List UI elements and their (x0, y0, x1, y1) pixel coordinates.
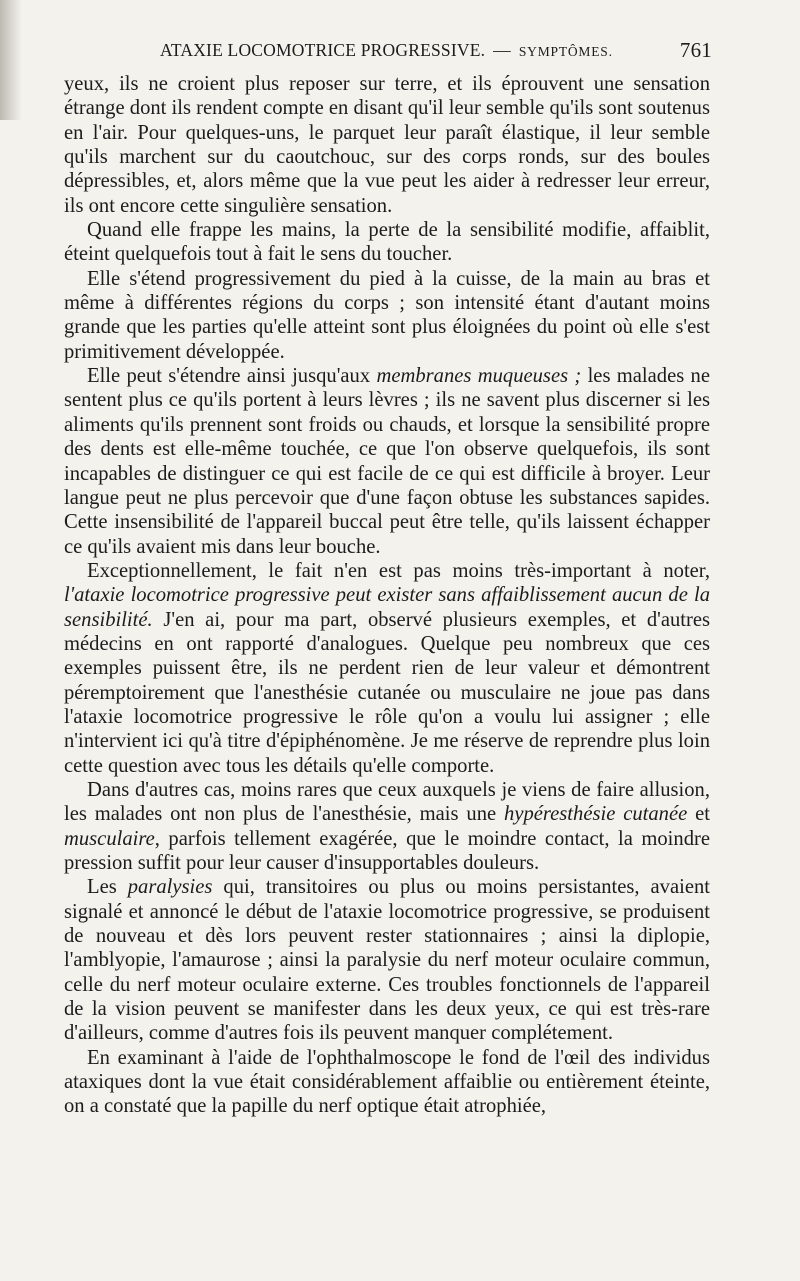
paragraph-7-text-a: Les (87, 876, 128, 899)
paragraph-7-italic: paralysies (127, 876, 213, 899)
running-title: ATAXIE LOCOMOTRICE PROGRESSIVE. (160, 40, 486, 60)
page-number: 761 (679, 38, 712, 62)
paragraph-4-text-a: Elle peut s'étendre ainsi jusqu'aux (87, 365, 377, 388)
paragraph-6-text-b: et (687, 803, 711, 826)
paragraph-7 (64, 875, 710, 1045)
paragraph-4-italic: membranes muqueuses ; (376, 365, 582, 388)
paragraph-1 (64, 72, 710, 218)
paragraph-4-text-b: les malades ne sentent plus ce qu'ils portent à leurs lèvres ; ils ne savent plus discerner si les aliments qu'ils prennent sont froids ou chauds, et lorsque la sensibilité propre des dents est elle-même touchée, ce que l'on observe quelquefois, ils sont incapables de distinguer ce qui est facile de ce qui est difficile à broyer. Leur langue peut ne plus percevoir que d'une façon obtuse les substances sapides. Cette insensibilité de l'appareil buccal peut être telle, qu'ils laissent échapper ce qu'ils avaient mis dans leur bouche. (64, 365, 710, 558)
page-edge-shadow (0, 0, 22, 120)
paragraph-6-italic-b: musculaire (64, 827, 155, 850)
body-text (64, 72, 710, 1119)
running-header (64, 36, 712, 68)
header-separator: — (493, 40, 511, 60)
paragraph-5 (64, 559, 710, 778)
paragraph-3-text: Elle s'étend progressivement du pied à la cuisse, de la main au bras et même à différentes régions du corps ; son intensité étant d'autant moins grande que les parties qu'elle atteint sont plus éloignées du point où elle s'est primitivement développée. (64, 267, 710, 363)
section-title: SYMPTÔMES. (518, 44, 613, 59)
paragraph-5-text-b: J'en ai, pour ma part, observé plusieurs exemples, et d'autres médecins en ont rapporté d'analogues. Quelque peu nombreux que ces exemples puissent être, ils ne perdent rien de leur valeur et démontrent péremptoirement que l'anesthésie cutanée ou musculaire ne joue pas dans l'ataxie locomotrice progressive le rôle qu'on a voulu lui assigner ; elle n'intervient ici qu'à titre d'épiphénomène. Je me réserve de reprendre plus loin cette question avec tous les détails qu'elle comporte. (64, 608, 710, 777)
paragraph-7-text-b: qui, transitoires ou plus ou moins persistantes, avaient signalé et annoncé le début de l'ataxie locomotrice progressive, se produisent de nouveau et dès lors peuvent rester stationnaires ; ainsi la diplopie, l'amblyopie, l'amaurose ; ainsi la paralysie du nerf moteur oculaire commun, celle du nerf moteur oculaire externe. Ces troubles fonctionnels de l'appareil de la vision peuvent se manifester dans les deux yeux, ce qui est très-rare d'ailleurs, comme d'autres fois ils peuvent manquer complétement. (64, 876, 710, 1045)
paragraph-6-text-a: Dans d'autres cas, moins rares que ceux auxquels je viens de faire allusion, les malades ont non plus de l'anesthésie, mais une (64, 778, 710, 826)
paragraph-2-text: Quand elle frappe les mains, la perte de la sensibilité modifie, affaiblit, éteint quelquefois tout à fait le sens du toucher. (64, 219, 710, 266)
paragraph-5-italic: l'ataxie locomotrice progressive peut exister sans affaiblissement aucun de la sensibilité. (64, 584, 710, 631)
paragraph-8-text: En examinant à l'aide de l'ophthalmoscope le fond de l'œil des individus ataxiques dont la vue était considérablement affaiblie ou entièrement éteinte, on a constaté que la papille du nerf optique était atrophiée, (64, 1046, 710, 1118)
paragraph-3 (64, 267, 710, 364)
paragraph-1-text: yeux, ils ne croient plus reposer sur terre, et ils éprouvent une sensation étrange dont ils rendent compte en disant qu'il leur semble qu'ils sont soutenus en l'air. Pour quelques-uns, le parquet leur paraît élastique, il leur semble qu'ils marchent sur du caoutchouc, sur des corps ronds, sur des boules dépressibles, et, alors même que la vue peut les aider à redresser leur erreur, ils ont encore cette singulière sensation. (64, 73, 710, 217)
paragraph-6-text-c: , parfois tellement exagérée, que le moindre contact, la moindre pression suffit pour leur causer d'insupportables douleurs. (64, 827, 710, 874)
running-title-group (160, 40, 613, 61)
paragraph-8 (64, 1046, 710, 1119)
paragraph-6-italic-a: hypéresthésie cutanée (504, 803, 688, 826)
paragraph-5-text-a: Exceptionnellement, le fait n'en est pas moins très-important à noter, (87, 559, 710, 582)
paragraph-2 (64, 218, 710, 267)
paragraph-4 (64, 364, 710, 559)
paragraph-6 (64, 778, 710, 875)
